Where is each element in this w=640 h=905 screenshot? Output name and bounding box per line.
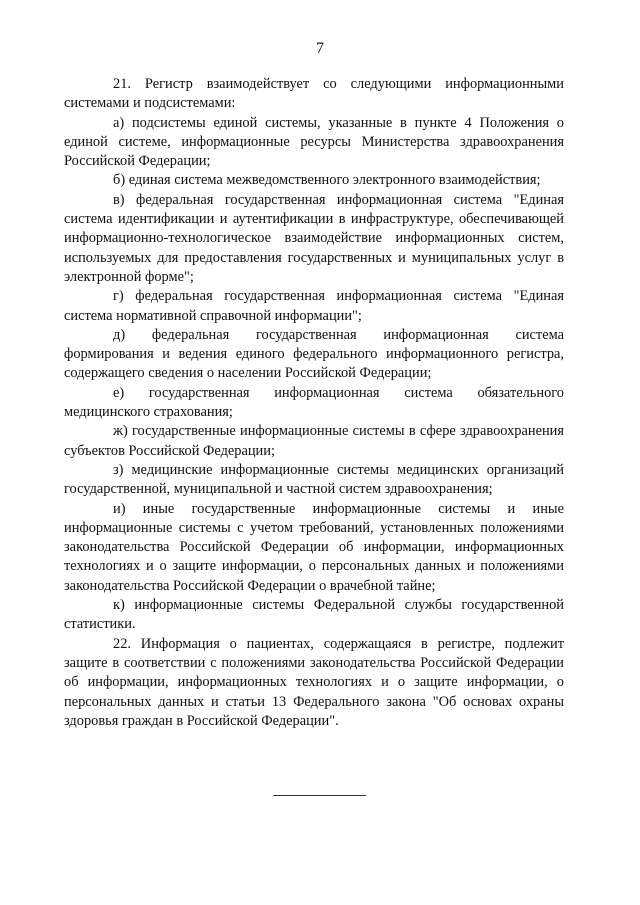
list-item-d: д) федеральная государственная информационная система формирования и ведения единого федерального информационного регистра, содержащего сведения о населении Российской Федерации;	[64, 326, 564, 382]
list-item-g: г) федеральная государственная информационная система "Единая система нормативной справочной информации";	[64, 288, 564, 324]
end-divider	[273, 795, 366, 796]
list-item-e: е) государственная информационная система обязательного медицинского страхования;	[64, 384, 564, 421]
list-item-k: к) информационные системы Федеральной службы государственной статистики.	[64, 597, 564, 633]
paragraph-22: 22. Информация о пациентах, содержащаяся в регистре, подлежит защите в соответствии с положениями законодательства Российской Федерации об информации, информационных технологиях и о защите информации, о персональных данных и статьи 13 Федерального закона "Об основах охраны здоровья граждан в Российской Федерации".	[64, 635, 564, 729]
list-item-zh: ж) государственные информационные системы в сфере здравоохранения субъектов Российской Федерации;	[64, 423, 564, 459]
list-item-z: з) медицинские информационные системы медицинских организаций государственной, муниципальной и частной систем здравоохранения;	[64, 461, 564, 498]
document-body	[64, 75, 564, 731]
list-item-i: и) иные государственные информационные системы и иные информационные системы с учетом требований, установленных положениями законодательства Российской Федерации об информации, информационных технологиях и о защите информации, о персональных данных и положениями законодательства Российской Федерации о врачебной тайне;	[64, 500, 564, 594]
list-item-v: в) федеральная государственная информационная система "Единая система идентификации и аутентификации в инфраструктуре, обеспечивающей информационно-технологическое взаимодействие информационных систем, используемых для предоставления государственных и муниципальных услуг в электронной форме";	[64, 191, 564, 285]
page-number: 7	[316, 40, 324, 57]
paragraph-21-intro: 21. Регистр взаимодействует со следующими информационными системами и подсистемами:	[64, 76, 564, 112]
list-item-b: б) единая система межведомственного электронного взаимодействия;	[113, 172, 541, 189]
list-item-a: а) подсистемы единой системы, указанные в пункте 4 Положения о единой системе, информационные ресурсы Министерства здравоохранения Российской Федерации;	[64, 114, 564, 170]
